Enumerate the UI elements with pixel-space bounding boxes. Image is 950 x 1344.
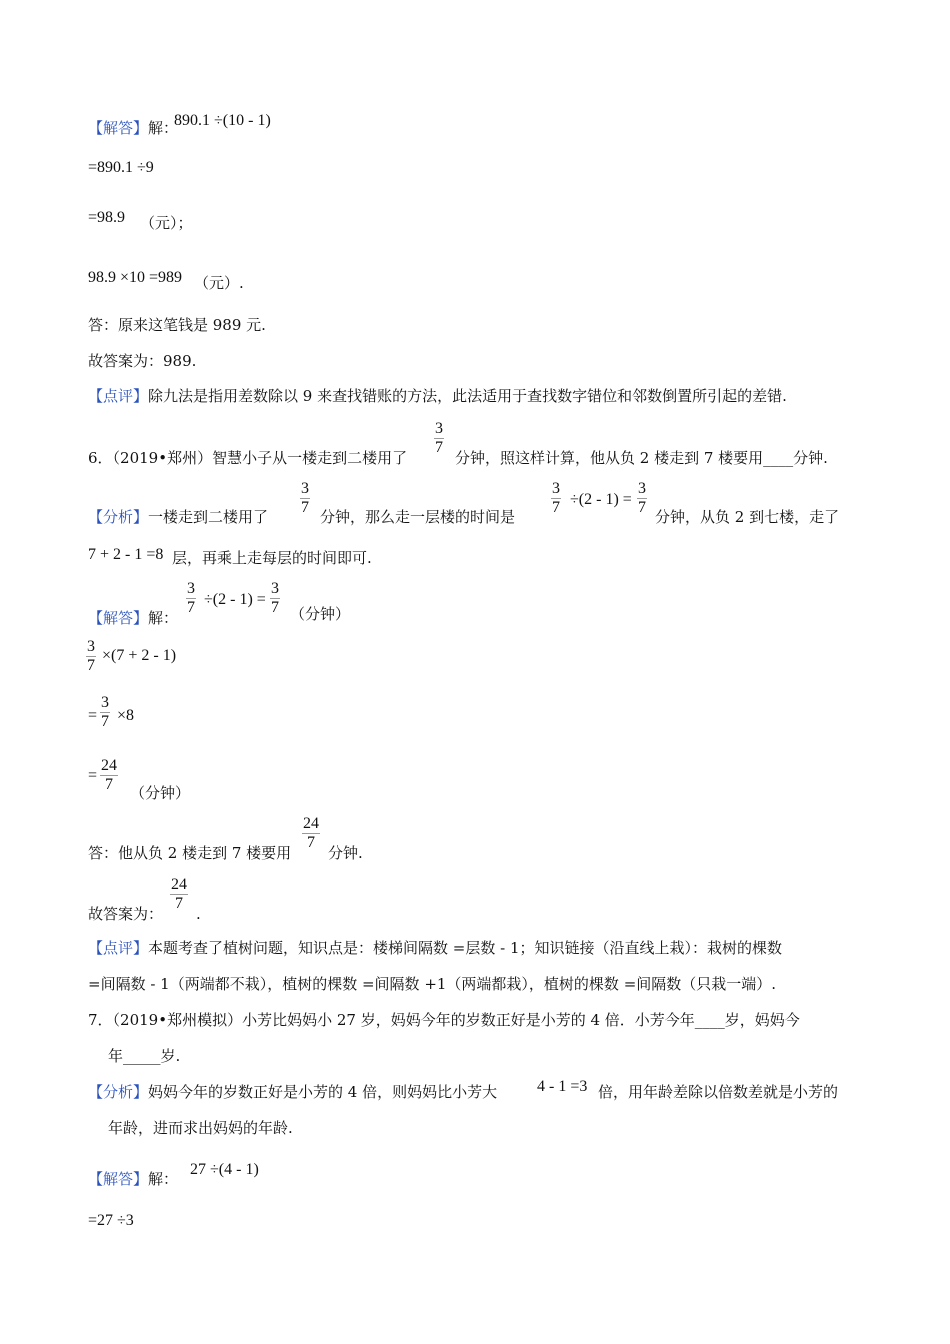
q6-fraction-3-7: 3 7 [101, 694, 109, 730]
q6-unit-min-2: （分钟） [130, 784, 191, 802]
q6-solve-math-3: ×8 [117, 707, 135, 724]
q7-math-2: =27 ÷3 [88, 1212, 134, 1229]
q7-analysis-3: 年龄，进而求出妈妈的年龄. [108, 1119, 293, 1137]
q6-solve-math-1: ÷(2 - 1) = [204, 591, 266, 608]
answer-tag: 【解答】 [88, 1170, 149, 1188]
q7-answer-line: 【解答】解： [88, 1170, 179, 1188]
q7-analysis-2: 倍，用年龄差除以倍数差就是小芳的 [598, 1083, 839, 1101]
q6-final-b: . [196, 905, 201, 923]
q6-fraction-3-7: 3 7 [435, 420, 443, 456]
q7-math-1: 27 ÷(4 - 1) [190, 1161, 259, 1178]
p5-math-2: =890.1 ÷9 [88, 159, 154, 176]
answer-blank: ____ [763, 449, 794, 467]
answer-tag: 【解答】 [88, 119, 149, 137]
q6-fraction-3-7: 3 7 [552, 480, 560, 516]
answer-blank: ____ [694, 1011, 725, 1029]
p5-unit-2: （元）. [194, 274, 244, 292]
answer-tag: 【解答】 [88, 609, 149, 627]
analysis-tag: 【分析】 [88, 508, 149, 526]
q6-fraction-3-7: 3 7 [301, 480, 309, 516]
p5-unit-1: （元）； [140, 214, 193, 232]
q6-fraction-24-7: 24 7 [171, 876, 187, 912]
q6-solve-math-2: ×(7 + 2 - 1) [102, 647, 177, 664]
p5-answer: 答：原来这笔钱是 989 元. [88, 316, 266, 334]
review-tag: 【点评】 [88, 387, 149, 405]
p5-answer-line: 【解答】解： [88, 119, 179, 137]
q6-analysis-d: 层，再乘上走每层的时间即可. [172, 549, 372, 567]
q6-analysis-c: 分钟，从负 2 到七楼，走了 [655, 508, 840, 526]
q6-fraction-3-7: 3 7 [87, 638, 95, 674]
p5-math-4: 98.9 ×10 =989 [88, 269, 183, 286]
q6-stem-b: 分钟，照这样计算，他从负 2 楼走到 7 楼要用____分钟. [455, 449, 828, 467]
q6-fraction-3-7: 3 7 [187, 580, 195, 616]
q6-fraction-3-7: 3 7 [271, 580, 279, 616]
analysis-tag: 【分析】 [88, 1083, 149, 1101]
q6-review-2: =间隔数 - 1（两端都不栽），植树的棵数 =间隔数 +1（两端都栽），植树的棵数 =间隔数（只栽一端）. [88, 975, 777, 993]
p5-final: 故答案为：989. [88, 352, 197, 370]
q6-review-1: 【点评】本题考查了植树问题，知识点是：楼梯间隔数 =层数 - 1；知识链接（沿直线上栽）：栽树的棵数 [88, 939, 783, 957]
q6-analysis-a: 【分析】一楼走到二楼用了 [88, 508, 269, 526]
review-tag: 【点评】 [88, 939, 149, 957]
q7-analysis-1: 【分析】妈妈今年的岁数正好是小芳的 4 倍，则妈妈比小芳大 [88, 1083, 498, 1101]
q6-analysis-math-2: 7 + 2 - 1 =8 [88, 546, 164, 563]
q6-fraction-24-7: 24 7 [101, 757, 117, 793]
q6-final-a: 故答案为： [88, 905, 164, 923]
q6-answer-line: 【解答】解： [88, 609, 179, 627]
q6-analysis-math: ÷(2 - 1) = [570, 491, 632, 508]
q7-analysis-math: 4 - 1 =3 [537, 1078, 588, 1095]
q6-eq-1: = [88, 707, 98, 724]
q6-analysis-b: 分钟，那么走一层楼的时间是 [320, 508, 516, 526]
q7-stem-1: 7．（2019•郑州模拟）小芳比妈妈小 27 岁，妈妈今年的岁数正好是小芳的 4 倍．小芳今年____岁，妈妈今 [88, 1011, 800, 1029]
q6-fraction-3-7: 3 7 [638, 480, 646, 516]
q6-fraction-24-7: 24 7 [303, 815, 319, 851]
p5-math-1: 890.1 ÷(10 - 1) [174, 112, 271, 129]
p5-review: 【点评】除九法是指用差数除以 9 来查找错账的方法，此法适用于查找数字错位和邻数倒置所引起的差错. [88, 387, 787, 405]
p5-math-3: =98.9 [88, 209, 126, 226]
answer-blank: _____ [123, 1047, 161, 1065]
q6-answer-a: 答：他从负 2 楼走到 7 楼要用 [88, 844, 292, 862]
q6-stem-a: 6．（2019•郑州）智慧小子从一楼走到二楼用了 [88, 449, 408, 467]
q7-stem-2: 年_____岁. [108, 1047, 181, 1065]
q6-answer-b: 分钟. [328, 844, 363, 862]
q6-eq-2: = [88, 767, 98, 784]
q6-unit-min: （分钟） [290, 605, 351, 623]
